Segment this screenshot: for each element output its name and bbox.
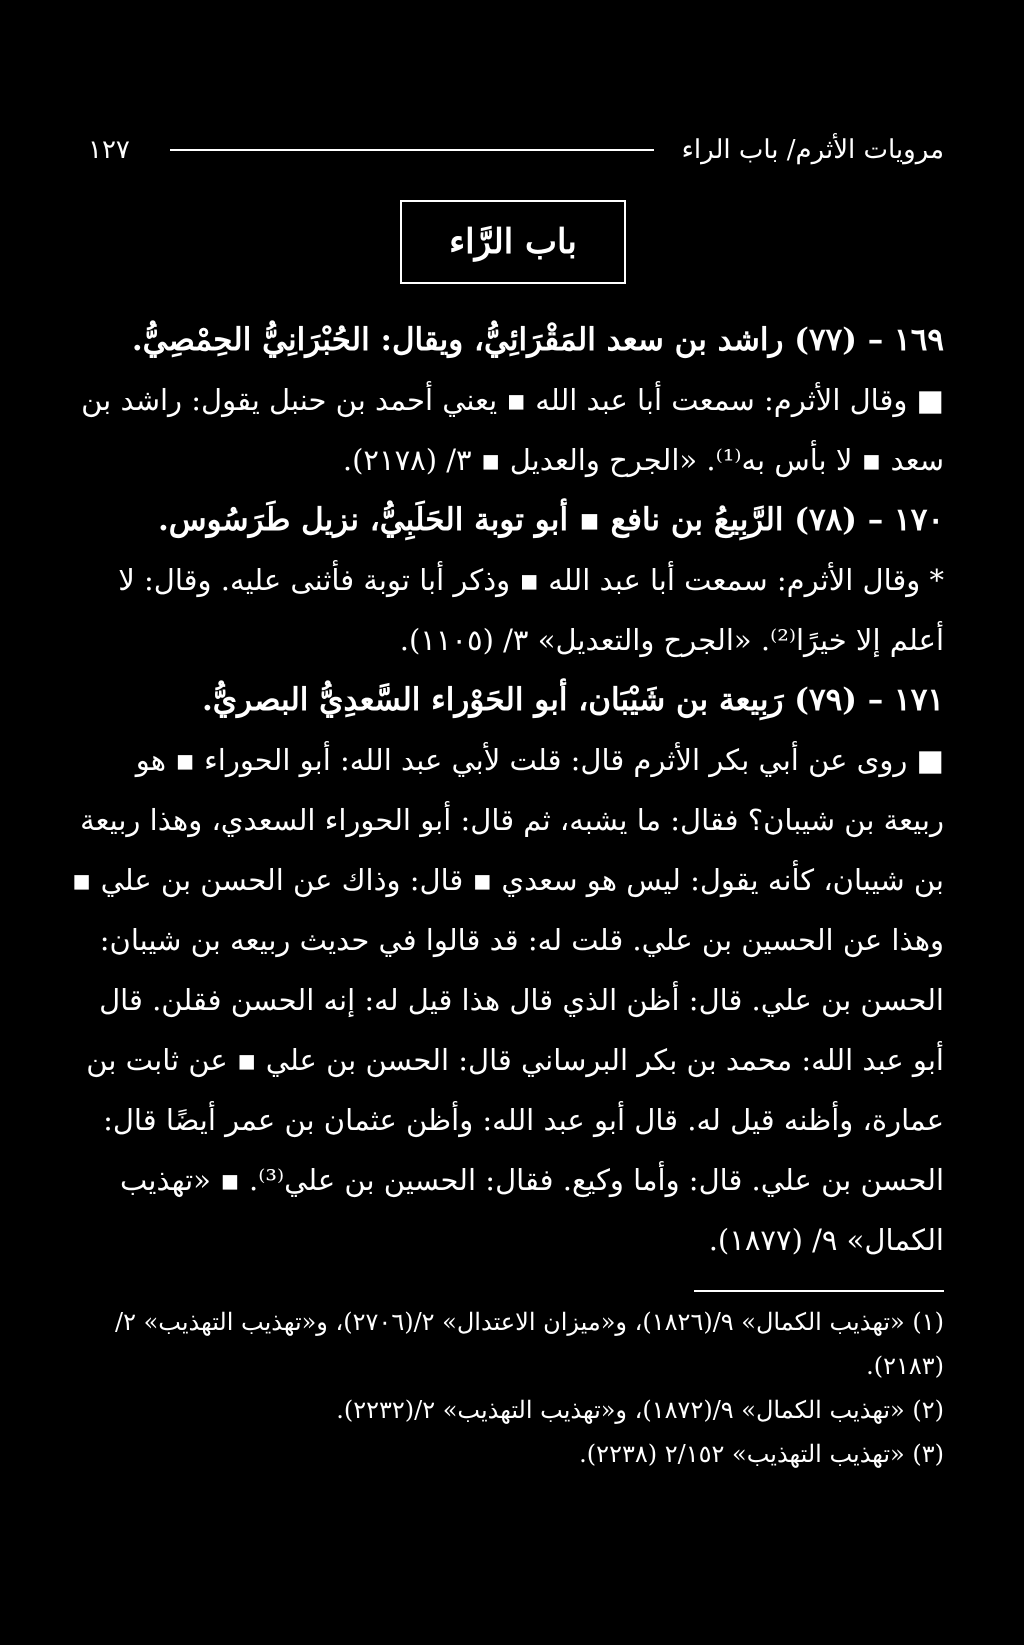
entry-heading: ١٦٩ – (٧٧) راشد بن سعد المَقْرَائِيُّ، ويقال: الحُبْرَانِيُّ الحِمْصِيُّ.	[131, 322, 944, 358]
footnote-2: (٢) «تهذيب الكمال» ٩/(١٨٧٢)، و«تهذيب التهذيب» ٢/(٢٢٣٢).	[336, 1396, 944, 1424]
footnote-3: (٣) «تهذيب التهذيب» ٢/١٥٢ (٢٢٣٨).	[579, 1440, 944, 1468]
entry-169	[70, 310, 944, 490]
entry-heading: ١٧٠ – (٧٨) الرَّبِيعُ بن نافع ▪ أبو توبة الحَلَبِيُّ، نزيل طَرَسُوس.	[157, 502, 944, 538]
entry-text: ■ وقال الأثرم: سمعت أبا عبد الله ▪ يعني أحمد بن حنبل يقول: راشد بن سعد ▪ لا بأس به⁽¹⁾. «الجرح والعديل ▪ ٣/ (٢١٧٨).	[81, 383, 944, 477]
footnote-divider	[694, 1290, 944, 1292]
header-title: مرويات الأثرم/ باب الراء	[681, 135, 944, 165]
entry-170	[70, 490, 944, 670]
entry-text: ■ روى عن أبي بكر الأثرم قال: قلت لأبي عبد الله: أبو الحوراء ▪ هو ربيعة بن شيبان؟ فقال: ما يشبه، ثم قال: أبو الحوراء السعدي، وهذا ربيعة بن شيبان، كأنه يقول: ليس هو سعدي ▪ قال: وذاك عن الحسن بن علي ▪ وهذا عن الحسين بن علي. قلت له: قد قالوا في حديث ربيعه بن شيبان: الحسن بن علي. قال: أظن الذي قال هذا قيل له: إنه الحسن فقلن. قال أبو عبد الله: محمد بن بكر البرساني قال: الحسن بن علي ▪ عن ثابت بن عمارة، وأظنه قيل له. قال أبو عبد الله: وأظن عثمان بن عمر أيضًا قال: الحسن بن علي. قال: وأما وكيع. فقال: الحسين بن علي⁽³⁾. ▪ «تهذيب الكمال» ٩/ (١٨٧٧).	[71, 743, 944, 1257]
main-text	[70, 310, 944, 1270]
chapter-title-box	[400, 200, 626, 284]
entry-heading: ١٧١ – (٧٩) رَبِيعة بن شَيْبَان، أبو الحَوْراء السَّعدِيُّ البصريُّ.	[201, 682, 944, 718]
entry-171	[70, 670, 944, 1270]
page-number: ١٢٧	[88, 135, 130, 165]
footnotes	[70, 1300, 944, 1476]
chapter-title: باب الرَّاء	[449, 222, 577, 262]
running-header	[88, 130, 944, 170]
footnote-1: (١) «تهذيب الكمال» ٩/(١٨٢٦)، و«ميزان الاعتدال» ٢/(٢٧٠٦)، و«تهذيب التهذيب» ٢/ (٢١٨٣).	[114, 1308, 944, 1380]
entry-text: * وقال الأثرم: سمعت أبا عبد الله ▪ وذكر أبا توبة فأثنى عليه. وقال: لا أعلم إلا خيرًا⁽²⁾. «الجرح والتعديل» ٣/ (١١٠٥).	[118, 563, 944, 657]
header-rule	[170, 149, 654, 151]
